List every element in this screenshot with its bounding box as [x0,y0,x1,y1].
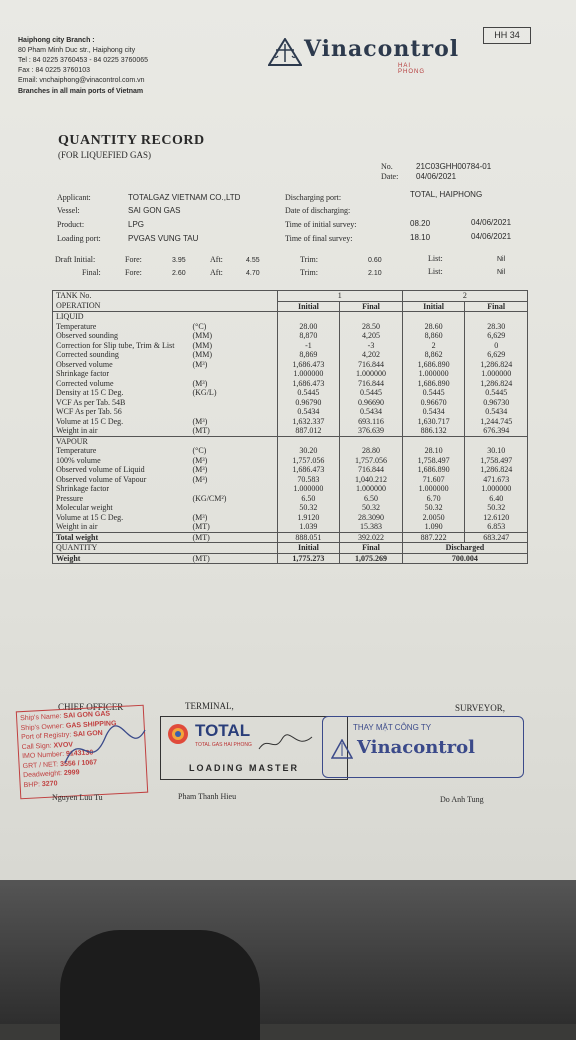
vapour-unit: (MT) [192,522,210,531]
liquid-value: 4,202 [340,350,403,360]
total-logo-text: TOTAL [195,721,251,740]
table-row [53,426,528,436]
ship-stamp-label: BHP: [23,780,43,789]
vapour-value: 6.853 [465,522,528,532]
liquid-value: 0.5445 [340,388,403,398]
liquid-value: 1,632.337 [277,417,340,427]
vapour-value: 50.32 [402,503,465,513]
draft-initial-list: Nil [497,256,506,263]
liquid-value: 1,630.717 [402,417,465,427]
table-row [53,322,528,332]
vapour-value: 1,040.212 [340,475,403,485]
weight-label: Weight [53,553,190,564]
vapour-value: 1.000000 [465,484,528,494]
quantity-discharged: Discharged [402,543,527,554]
vapour-value: 1,686.473 [277,465,340,475]
surveyor-stamp-top: THAY MẶT CÔNG TY [353,723,432,732]
weight-discharged: 700.004 [402,553,527,564]
vapour-value: 28.80 [340,446,403,456]
vapour-label: 100% volume [53,456,190,466]
vapour-unit [189,484,277,494]
no-label: No. [381,162,393,171]
ship-stamp-label: Call Sign: [21,741,54,751]
table-row [53,465,528,475]
liquid-value: 887.012 [277,426,340,436]
weight-unit: (MT) [189,553,277,564]
liquid-value: 0.96730 [465,398,528,408]
vapour-value: 28.3090 [340,513,403,523]
terminal-name: Pham Thanh Hieu [178,792,237,801]
scales-logo-icon [268,38,302,66]
date-discharging-label: Date of discharging: [285,206,351,215]
liquid-value: 0.96690 [340,398,403,408]
liquid-label: Volume at 15 C Deg. [53,417,190,427]
draft-initial-list-label: List: [428,254,443,263]
vapour-value: 6.40 [465,494,528,504]
total-weight-value: 887.222 [402,532,465,543]
tank-2-header: 2 [402,291,527,302]
vapour-label: VAPOUR [53,436,190,446]
vapour-value: 1.9120 [277,513,340,523]
weight-initial: 1,775.273 [277,553,340,564]
ship-stamp-value: 2999 [63,769,80,777]
liquid-value: 0.5434 [465,407,528,417]
liquid-label: Observed volume [53,360,190,370]
liquid-value: 1,686.890 [402,379,465,389]
quantity-label: QUANTITY [53,543,190,554]
surveyor-stamp-brand: Vinacontrol [357,737,475,758]
liquid-unit: (M³) [192,378,208,388]
liquid-label: Corrected sounding [53,350,190,360]
liquid-value: 0 [465,341,528,351]
draft-final-list-label: List: [428,267,443,276]
operation-label: OPERATION [53,301,190,312]
vapour-value: 30.10 [465,446,528,456]
liquid-value: 1,286.824 [465,360,528,370]
tank-1-initial: Initial [277,301,340,312]
tank-2-initial: Initial [402,301,465,312]
vapour-label: Observed volume of Vapour [53,475,190,485]
liquid-label: Corrected volume [53,379,190,389]
liquid-label: Shrinkage factor [53,369,190,379]
record-subtitle: (FOR LIQUEFIED GAS) [58,150,151,160]
draft-initial-label: Draft Initial: [55,255,96,264]
surveyor-stamp [322,716,524,778]
discharging-value: TOTAL, HAIPHONG [410,190,483,199]
liquid-unit [189,398,277,408]
liquid-value: 1,686.890 [402,360,465,370]
liquid-value: 376.639 [340,426,403,436]
vapour-value: 1.000000 [340,484,403,494]
table-row [53,331,528,341]
quantity-table [52,290,528,564]
liquid-unit [189,407,277,417]
liquid-value: 2 [402,341,465,351]
vapour-label: Shrinkage factor [53,484,190,494]
table-row [53,475,528,485]
vapour-value: 1,286.824 [465,465,528,475]
vapour-label: Temperature [53,446,190,456]
table-row [53,456,528,466]
draft-final-aft-label: Aft: [210,268,223,277]
liquid-unit: (MM) [192,340,213,350]
vapour-value: 1.000000 [402,484,465,494]
liquid-value: -1 [277,341,340,351]
liquid-label: VCF As per Tab. 54B [53,398,190,408]
vapour-section-row [53,436,528,446]
branch-tel: Tel : 84 0225 3760453 - 84 0225 3760065 [18,57,149,64]
ship-stamp-value: XVOV [53,740,74,749]
tank-label: TANK No. [53,291,190,302]
draft-final-fore: 2.60 [172,270,186,277]
vapour-value: 6.70 [402,494,465,504]
liquid-value: 1,686.473 [277,379,340,389]
quantity-final: Final [340,543,403,554]
table-row [53,379,528,389]
vapour-value: 471.673 [465,475,528,485]
liquid-value: 8,860 [402,331,465,341]
liquid-label: Temperature [53,322,190,332]
table-row [53,503,528,513]
ship-stamp-label: GRT / NET: [22,760,61,770]
table-row [53,522,528,532]
liquid-value: 693.116 [340,417,403,427]
table-row [53,398,528,408]
vapour-value: 50.32 [340,503,403,513]
ship-stamp-value: SAI GON [73,729,103,739]
vessel-label: Vessel: [57,206,80,215]
ship-stamp-value: 3270 [41,779,58,788]
liquid-unit: (MM) [192,350,213,359]
liquid-value: 0.5445 [465,388,528,398]
total-weight-row [53,532,528,543]
ship-stamp-label: IMO Number: [21,750,67,761]
chief-name: Nguyen Luu Tu [52,793,103,802]
liquid-value: 4,205 [340,331,403,341]
table-row [53,388,528,398]
draft-initial-trim-label: Trim: [300,255,318,264]
liquid-value: 6,629 [465,331,528,341]
ship-stamp-label: Deadweight: [22,769,65,780]
table-row [53,407,528,417]
vapour-value: 15.383 [340,522,403,532]
weight-final: 1,075.269 [340,553,403,564]
vapour-unit [189,503,277,513]
liquid-label: Observed sounding [53,331,190,341]
total-weight-label: Total weight [53,532,190,543]
ship-stamp-label: Port of Registry: [20,731,74,742]
vapour-unit: (KG/CM²) [192,493,227,503]
vapour-value: 1.000000 [277,484,340,494]
liquid-label: LIQUID [53,312,190,322]
draft-initial-fore: 3.95 [172,257,186,264]
liquid-unit: (M³) [192,416,208,426]
liquid-value: 8,870 [277,331,340,341]
table-row [53,484,528,494]
liquid-value: 0.96790 [277,398,340,408]
table-row [53,360,528,370]
initial-survey-label: Time of initial survey: [285,220,357,229]
draft-final-aft: 4.70 [246,270,260,277]
terminal-stamp [160,716,348,780]
ship-stamp-value: 9143130 [65,749,94,758]
vapour-value: 1,686.890 [402,465,465,475]
liquid-unit: (MT) [192,426,210,435]
loading-master: LOADING MASTER [189,763,299,773]
vapour-value: 50.32 [277,503,340,513]
draft-initial-trim: 0.60 [368,257,382,264]
brand-name: Vinacontrol [304,36,460,62]
vapour-label: Observed volume of Liquid [53,465,190,475]
branch-email: Email: vnchaiphong@vinacontrol.com.vn [18,77,145,84]
liquid-value: 6,629 [465,350,528,360]
loading-label: Loading port: [57,234,101,243]
tank-1-final: Final [340,301,403,312]
liquid-value: 886.132 [402,426,465,436]
vapour-label: Weight in air [53,522,190,532]
vapour-value: 1.090 [402,522,465,532]
table-row [53,350,528,360]
draft-initial-aft-label: Aft: [210,255,223,264]
draft-final-trim-label: Trim: [300,268,318,277]
table-row [53,446,528,456]
vapour-label: Pressure [53,494,190,504]
liquid-section-row [53,312,528,322]
ship-stamp-value: SAI GON GAS [63,710,111,720]
total-weight-value: 888.051 [277,532,340,543]
total-weight-unit: (MT) [189,532,277,543]
liquid-unit: (MM) [192,331,213,340]
liquid-value: 8,869 [277,350,340,360]
vinacontrol-logo [268,36,460,75]
branches-note: Branches in all main ports of Vietnam [18,88,144,95]
vapour-value: 6.50 [277,494,340,504]
loading-value: PVGAS VUNG TAU [128,234,199,243]
vapour-value: 1,757.056 [340,456,403,466]
branch-fax: Fax : 84 0225 3760103 [18,67,91,74]
liquid-value: 1,686.473 [277,360,340,370]
table-row [53,341,528,351]
vapour-label: Molecular weight [53,503,190,513]
final-date: 04/06/2021 [471,232,512,241]
vapour-value: 28.10 [402,446,465,456]
vapour-value: 12.6120 [465,513,528,523]
liquid-value: 0.5434 [402,407,465,417]
liquid-value: 28.60 [402,322,465,332]
liquid-value: 716.844 [340,379,403,389]
liquid-value: 28.50 [340,322,403,332]
chief-signature [60,718,150,778]
date-label: Date: [381,172,399,181]
vapour-value: 1,758.497 [402,456,465,466]
liquid-label: Correction for Slip tube, Trim & List [53,341,190,351]
total-logo-icon [167,723,189,745]
draft-initial-aft: 4.55 [246,257,260,264]
final-time: 18.10 [410,233,431,242]
liquid-value: 8,862 [402,350,465,360]
tank-2-final: Final [465,301,528,312]
quantity-header-row [53,543,528,554]
liquid-value: 1.000000 [340,369,403,379]
liquid-value: 0.5434 [340,407,403,417]
draft-final-trim: 2.10 [368,270,382,277]
ship-stamp-value: GAS SHIPPING [65,719,117,730]
ship-stamp-label: Ship's Owner: [20,722,67,732]
initial-time: 08.20 [410,219,431,228]
liquid-label: Weight in air [53,426,190,436]
table-row [53,417,528,427]
liquid-value: 1.000000 [465,369,528,379]
final-survey-label: Time of final survey: [285,234,353,243]
record-title: QUANTITY RECORD [58,133,205,148]
vapour-value: 70.583 [277,475,340,485]
table-header-row-2 [53,301,528,312]
table-header-row-1 [53,291,528,302]
ship-stamp-label: Ship's Name: [19,712,64,723]
discharging-label: Discharging port: [285,193,342,202]
vapour-value: 50.32 [465,503,528,513]
date-value: 04/06/2021 [416,172,457,181]
liquid-value: 28.00 [277,322,340,332]
document-code: HH 34 [483,27,531,44]
draft-final-fore-label: Fore: [125,268,142,277]
vapour-value: 716.844 [340,465,403,475]
vapour-value: 1,758.497 [465,456,528,466]
chief-officer-label: CHIEF OFFICER [58,702,124,712]
weight-row [53,553,528,564]
liquid-value: 0.96670 [402,398,465,408]
liquid-value: 0.5434 [277,407,340,417]
tank-1-header: 1 [277,291,402,302]
vapour-value: 30.20 [277,446,340,456]
total-sub: TOTAL GAS HAI PHONG [195,742,252,748]
liquid-unit: (M³) [192,359,208,369]
liquid-value: 1.000000 [277,369,340,379]
vapour-unit: (M³) [192,512,208,522]
no-value: 21C03GHH00784-01 [416,162,492,171]
liquid-value: 716.844 [340,360,403,370]
total-weight-value: 392.022 [340,532,403,543]
liquid-value: 1,244.745 [465,417,528,427]
quantity-initial: Initial [277,543,340,554]
liquid-unit: (°C) [192,321,207,331]
surveyor-label: SURVEYOR, [455,703,506,713]
liquid-unit [189,369,277,379]
branch-address: 80 Pham Minh Duc str., Haiphong city [18,47,136,54]
surveyor-name: Do Anh Tung [440,795,484,804]
vapour-unit: (M³) [192,465,208,474]
liquid-value: 676.394 [465,426,528,436]
draft-final-list: Nil [497,269,506,276]
vessel-value: SAI GON GAS [128,206,181,215]
terminal-label: TERMINAL, [185,701,234,711]
draft-initial-fore-label: Fore: [125,255,142,264]
table-row [53,369,528,379]
branch-title: Haiphong city Branch : [18,37,95,44]
liquid-value: -3 [340,341,403,351]
liquid-value: 0.5445 [402,388,465,398]
vapour-unit: (M³) [192,474,208,484]
vapour-value: 1,757.056 [277,456,340,466]
product-value: LPG [128,220,145,229]
vapour-value: 2.0050 [402,513,465,523]
vapour-value: 6.50 [340,494,403,504]
vapour-value: 1.039 [277,522,340,532]
vapour-value: 71.607 [402,475,465,485]
total-weight-value: 683.247 [465,532,528,543]
applicant-label: Applicant: [57,193,91,202]
surveyor-scales-icon [331,739,353,759]
liquid-value: 1,286.824 [465,379,528,389]
liquid-value: 0.5445 [277,388,340,398]
liquid-value: 1.000000 [402,369,465,379]
liquid-unit: (KG/L) [192,388,217,397]
liquid-label: Density at 15 C Deg. [53,388,190,398]
terminal-signature [256,731,316,755]
product-label: Product: [57,220,85,229]
ship-stamp-value: 3556 / 1067 [59,758,98,768]
table-row [53,494,528,504]
vapour-unit: (°C) [192,446,207,455]
liquid-value: 28.30 [465,322,528,332]
initial-date: 04/06/2021 [471,218,512,227]
applicant-value: TOTALGAZ VIETNAM CO.,LTD [128,193,241,202]
table-row [53,513,528,523]
draft-final-label: Final: [82,268,101,277]
brand-sub: HAI PHONG [398,63,426,75]
liquid-label: WCF As per Tab. 56 [53,407,190,417]
vapour-unit: (M³) [192,455,208,465]
vapour-label: Volume at 15 C Deg. [53,513,190,523]
